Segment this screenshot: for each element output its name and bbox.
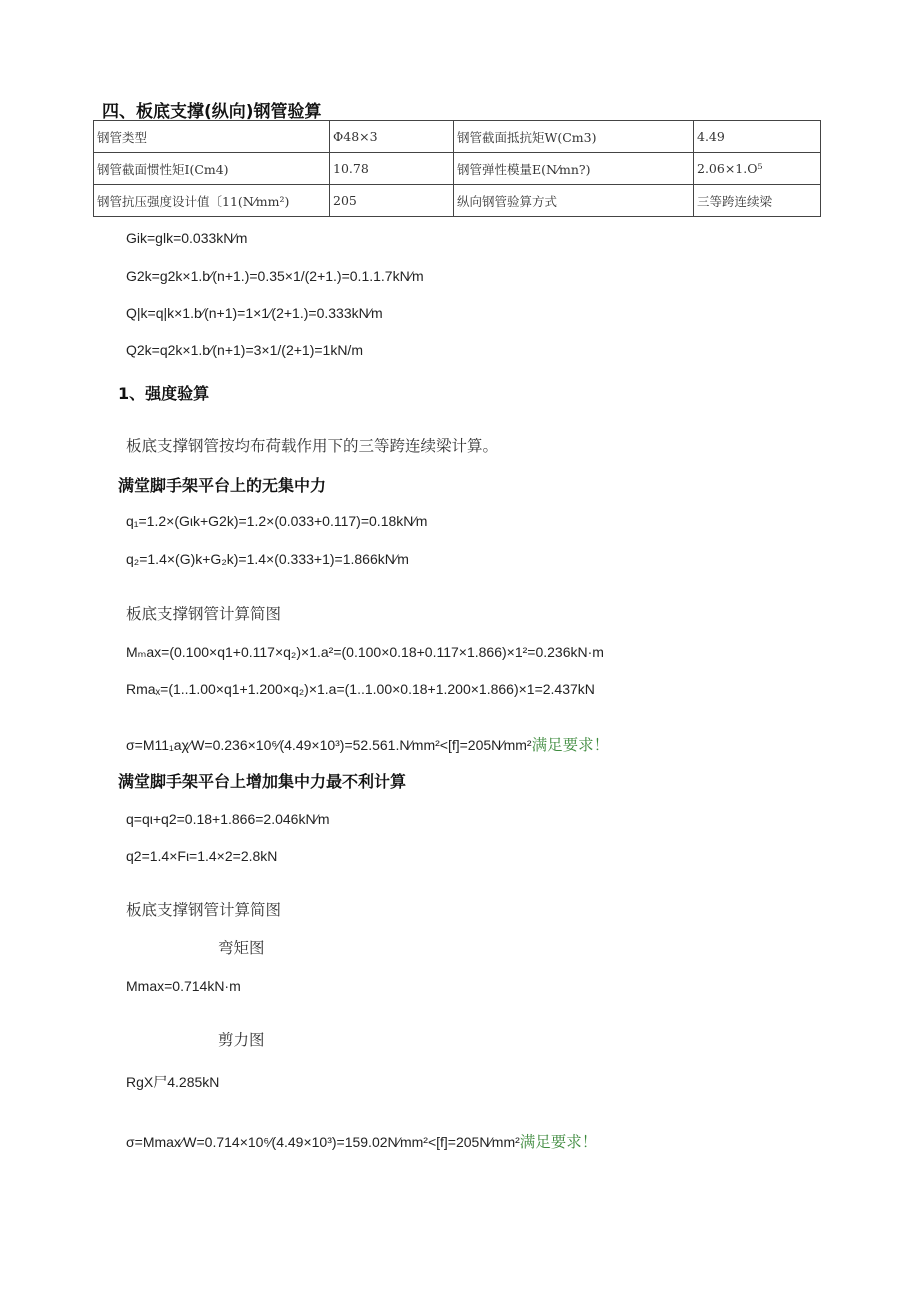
case1-diagram-caption: 板底支撑钢管计算简图	[126, 605, 282, 623]
case1-rmax-formula: Rmaₓ=(1..1.00×q1+1.200×q₂)×1.a=(1..1.00×0.18+1.200×1.866)×1=2.437kN	[126, 681, 595, 697]
table-cell-value: Φ48×3	[330, 121, 454, 153]
steel-pipe-spec-table	[93, 120, 821, 217]
load-formula-q2k: Q2k=q2k×1.b⁄(n+1)=3×1/(2+1)=1kN/m	[126, 342, 363, 358]
table-cell-value: 10.78	[330, 153, 454, 185]
section-title: 四、板底支撑(纵向)钢管验算	[102, 102, 322, 122]
shear-diagram-caption: 剪力图	[218, 1031, 265, 1049]
case2-mmax-value: Mmax=0.714kN·m	[126, 978, 241, 994]
case2-diagram-caption: 板底支撑钢管计算简图	[126, 901, 282, 919]
table-cell-label: 纵向钢管验算方式	[454, 185, 694, 217]
table-cell-value: 2.06×1.O⁵	[694, 153, 821, 185]
case1-sigma-formula: σ=M11₁aχ⁄W=0.236×10⁶⁄(4.49×10³)=52.561.N⁄mm²<[f]=205N⁄mm²	[126, 737, 532, 753]
case1-heading: 满堂脚手架平台上的无集中力	[118, 476, 327, 495]
table-cell-label: 钢管类型	[94, 121, 330, 153]
case1-q1-formula: q₁=1.2×(Gιk+G2k)=1.2×(0.033+0.117)=0.18kN⁄m	[126, 513, 428, 529]
table-cell-value: 4.49	[694, 121, 821, 153]
load-formula-q1k: Q|k=q|k×1.b⁄(n+1)=1×1⁄(2+1.)=0.333kN⁄m	[126, 305, 383, 321]
load-formula-g2k: G2k=g2k×1.b⁄(n+1.)=0.35×1/(2+1.)=0.1.1.7kN⁄m	[126, 268, 424, 284]
strength-check-heading: 1、强度验算	[118, 384, 210, 403]
case1-mmax-formula: Mₘax=(0.100×q1+0.117×q₂)×1.a²=(0.100×0.18+0.117×1.866)×1²=0.236kN·m	[126, 644, 604, 660]
table-row	[94, 185, 821, 217]
case2-q-formula: q=qι+q2=0.18+1.866=2.046kN⁄m	[126, 811, 330, 827]
case2-heading: 满堂脚手架平台上增加集中力最不利计算	[118, 772, 407, 791]
case2-stress-check	[126, 1130, 597, 1152]
case1-result: 满足要求！	[531, 736, 610, 754]
case2-rmax-value: RgX尸4.285kN	[126, 1074, 220, 1090]
case2-sigma-formula: σ=Mmax⁄W=0.714×10⁶⁄(4.49×10³)=159.02N⁄mm²<[f]=205N⁄mm²	[126, 1134, 520, 1150]
table-row	[94, 121, 821, 153]
case2-q2-formula: q2=1.4×Fι=1.4×2=2.8kN	[126, 848, 278, 864]
table-cell-label: 钢管截面抵抗矩W(Cm3)	[454, 121, 694, 153]
case1-q2-formula: q₂=1.4×(G)k+G₂k)=1.4×(0.333+1)=1.866kN⁄m	[126, 551, 409, 567]
table-cell-label: 钢管截面惯性矩I(Cm4)	[94, 153, 330, 185]
case2-result: 满足要求！	[519, 1133, 598, 1151]
table-cell-value: 三等跨连续梁	[694, 185, 821, 217]
load-formula-gik: Gik=glk=0.033kN⁄m	[126, 230, 248, 246]
case1-stress-check	[126, 733, 609, 755]
table-cell-label: 钢管弹性模量E(N⁄mn?)	[454, 153, 694, 185]
table-cell-label: 钢管抗压强度设计值〔11(N⁄mm²)	[94, 185, 330, 217]
table-row	[94, 153, 821, 185]
moment-diagram-caption: 弯矩图	[218, 939, 265, 957]
table-cell-value: 205	[330, 185, 454, 217]
strength-check-intro: 板底支撑钢管按均布荷载作用下的三等跨连续梁计算。	[126, 437, 499, 455]
